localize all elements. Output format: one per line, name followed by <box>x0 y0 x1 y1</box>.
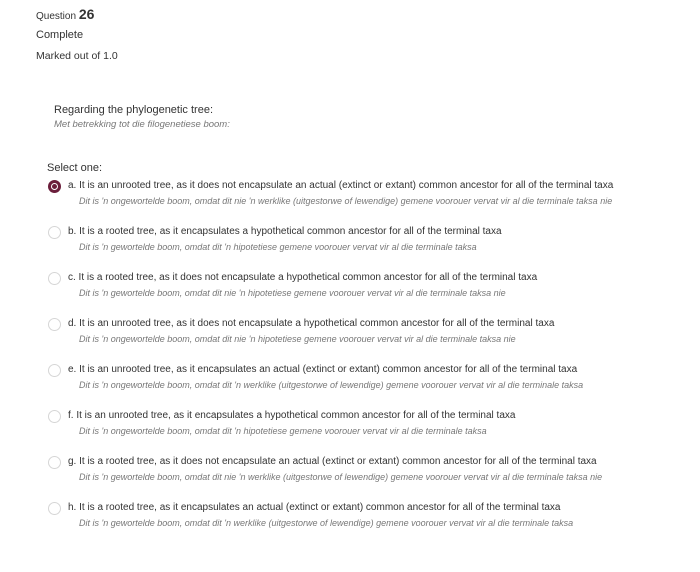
radio-h[interactable] <box>48 502 61 515</box>
question-label: Question <box>36 11 77 22</box>
option-g-translation: Dit is 'n gewortelde boom, omdat dit nie 'n werklike (uitgestorwe of lewendige) gemene voorouer vervat vir al die terminale taksa nie <box>79 472 603 482</box>
option-b[interactable] <box>46 226 696 272</box>
option-d-translation: Dit is 'n ongewortelde boom, omdat dit nie 'n hipotetiese gemene voorouer vervat vir al die terminale taksa nie <box>79 334 516 344</box>
option-g-text: g. It is a rooted tree, as it does not encapsulate an actual (extinct or extant) common ancestor for all of the terminal taxa <box>68 456 597 467</box>
option-c[interactable] <box>46 272 696 318</box>
option-b-text: b. It is a rooted tree, as it encapsulates a hypothetical common ancestor for all of the terminal taxa <box>68 226 502 237</box>
option-d-text: d. It is an unrooted tree, as it does not encapsulate a hypothetical common ancestor for all of the terminal taxa <box>68 318 555 329</box>
select-prompt: Select one: <box>47 162 103 174</box>
question-number-label <box>36 6 118 22</box>
option-f-text: f. It is an unrooted tree, as it encapsulates a hypothetical common ancestor for all of the terminal taxa <box>68 410 516 421</box>
option-e-text: e. It is an unrooted tree, as it encapsulates an actual (extinct or extant) common ancestor for all of the terminal taxa <box>68 364 578 375</box>
answer-options <box>46 180 696 548</box>
question-state: Complete <box>36 29 84 41</box>
option-f[interactable] <box>46 410 696 456</box>
option-d[interactable] <box>46 318 696 364</box>
question-text-en: Regarding the phylogenetic tree: <box>54 104 213 116</box>
radio-a[interactable] <box>48 180 61 193</box>
radio-d[interactable] <box>48 318 61 331</box>
option-a-translation: Dit is 'n ongewortelde boom, omdat dit nie 'n werklike (uitgestorwe of lewendige) gemene voorouer vervat vir al die terminale taksa nie <box>79 196 613 206</box>
option-c-text: c. It is a rooted tree, as it does not encapsulate a hypothetical common ancestor for all of the terminal taxa <box>68 272 538 283</box>
question-number: 26 <box>78 6 95 22</box>
question-text <box>54 104 230 130</box>
question-info <box>36 6 118 62</box>
option-h-translation: Dit is 'n gewortelde boom, omdat dit 'n werklike (uitgestorwe of lewendige) gemene voorouer vervat vir al die terminale taksa <box>79 518 574 528</box>
option-f-translation: Dit is 'n ongewortelde boom, omdat dit 'n hipotetiese gemene voorouer vervat vir al die terminale taksa <box>79 426 487 436</box>
option-e-translation: Dit is 'n ongewortelde boom, omdat dit 'n werklike (uitgestorwe of lewendige) gemene voorouer vervat vir al die terminale taksa <box>79 380 584 390</box>
option-b-translation: Dit is 'n gewortelde boom, omdat dit 'n hipotetiese gemene voorouer vervat vir al die terminale taksa <box>79 242 477 252</box>
radio-f[interactable] <box>48 410 61 423</box>
option-e[interactable] <box>46 364 696 410</box>
option-g[interactable] <box>46 456 696 502</box>
option-c-translation: Dit is 'n gewortelde boom, omdat dit nie 'n hipotetiese gemene voorouer vervat vir al die terminale taksa nie <box>79 288 506 298</box>
option-a[interactable] <box>46 180 696 226</box>
option-a-text: a. It is an unrooted tree, as it does not encapsulate an actual (extinct or extant) common ancestor for all of the terminal taxa <box>68 180 614 191</box>
question-grade: Marked out of 1.0 <box>36 50 118 62</box>
option-h-text: h. It is a rooted tree, as it encapsulates an actual (extinct or extant) common ancestor for all of the terminal taxa <box>68 502 561 513</box>
radio-b[interactable] <box>48 226 61 239</box>
radio-c[interactable] <box>48 272 61 285</box>
question-text-af: Met betrekking tot die filogenetiese boom: <box>54 119 230 130</box>
radio-g[interactable] <box>48 456 61 469</box>
option-h[interactable] <box>46 502 696 548</box>
radio-e[interactable] <box>48 364 61 377</box>
